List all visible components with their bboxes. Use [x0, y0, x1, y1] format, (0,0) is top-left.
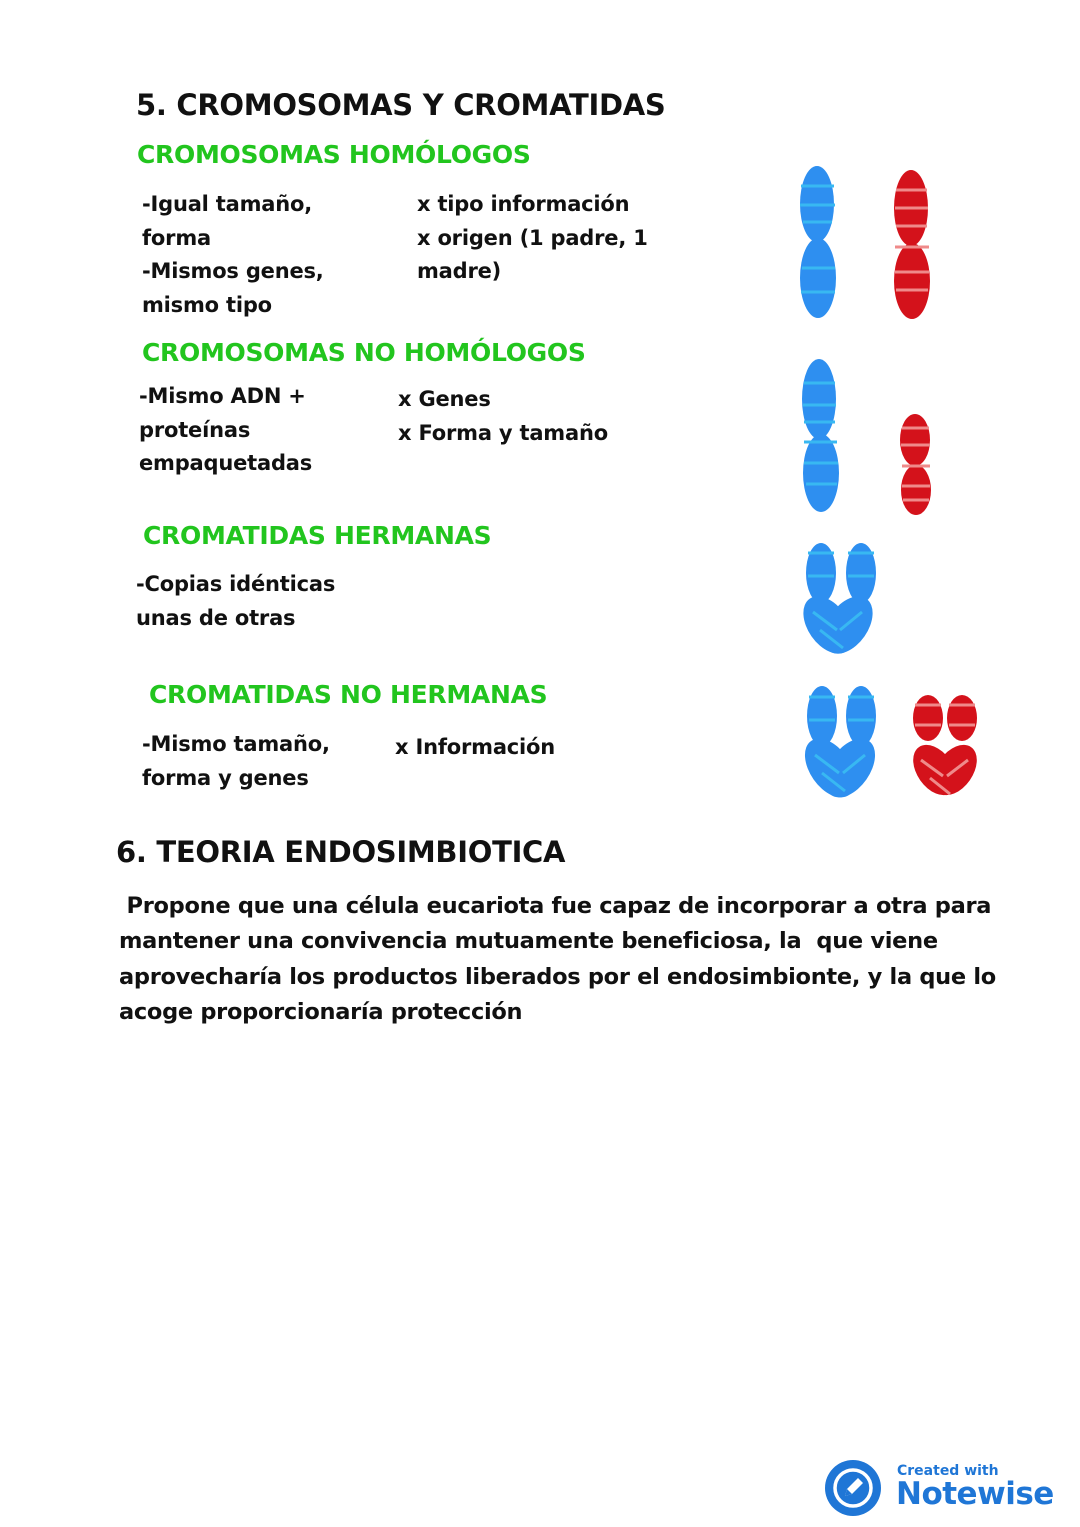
- text-line: x Información: [395, 735, 556, 759]
- pencil-icon: [825, 1460, 881, 1516]
- paragraph-line: acoge proporcionaría protección: [119, 998, 523, 1025]
- text-line: -Mismo ADN +: [139, 384, 306, 408]
- text-line: x tipo información: [417, 192, 630, 216]
- notewise-logo[interactable]: [825, 1460, 881, 1516]
- blue-chromosome-homologous: [800, 166, 836, 318]
- text-line: x Forma y tamaño: [398, 420, 608, 445]
- blue-chromosome-non-homologous: [802, 359, 839, 512]
- non-sister-chromatids-red: [904, 695, 986, 803]
- text-line: empaquetadas: [139, 451, 313, 475]
- paragraph-line: Propone que una célula eucariota fue capaz de incorporar a otra para: [119, 893, 992, 919]
- section-5-title: 5. CROMOSOMAS Y CROMATIDAS: [136, 88, 666, 122]
- text-line: -Copias idénticas: [136, 572, 336, 596]
- text-line: forma: [142, 225, 211, 250]
- non-sister-chromatids-blue: [795, 686, 886, 807]
- paragraph-line: aprovecharía los productos liberados por el endosimbionte, y la que lo: [119, 963, 996, 990]
- sister-chromatids-blue: [793, 543, 882, 663]
- text-line: forma y genes: [142, 765, 309, 790]
- no-homologos-heading: CROMOSOMAS NO HOMÓLOGOS: [142, 338, 586, 367]
- text-line: -Igual tamaño,: [142, 192, 313, 216]
- paragraph-line: mantener una convivencia mutuamente beneficiosa, la que viene: [119, 928, 938, 955]
- text-line: mismo tipo: [142, 292, 272, 317]
- text-line: -Mismos genes,: [142, 259, 324, 283]
- text-line: proteínas: [139, 417, 251, 442]
- text-line: -Mismo tamaño,: [142, 732, 330, 756]
- section-6-paragraph: [119, 889, 996, 1030]
- brand-name: Notewise: [896, 1476, 1054, 1512]
- text-line: x Genes: [398, 387, 491, 411]
- text-line: x origen (1 padre, 1: [417, 225, 648, 250]
- homologos-heading: CROMOSOMAS HOMÓLOGOS: [137, 140, 531, 169]
- red-chromosome-non-homologous: [900, 414, 931, 515]
- text-line: madre): [417, 259, 502, 283]
- created-with-label: Created with: [897, 1463, 999, 1479]
- red-chromosome-homologous: [894, 170, 930, 319]
- text-line: unas de otras: [136, 605, 296, 630]
- no-hermanas-heading: CROMATIDAS NO HERMANAS: [149, 680, 548, 709]
- hermanas-heading: CROMATIDAS HERMANAS: [143, 521, 492, 550]
- section-6-title: 6. TEORIA ENDOSIMBIOTICA: [116, 835, 566, 869]
